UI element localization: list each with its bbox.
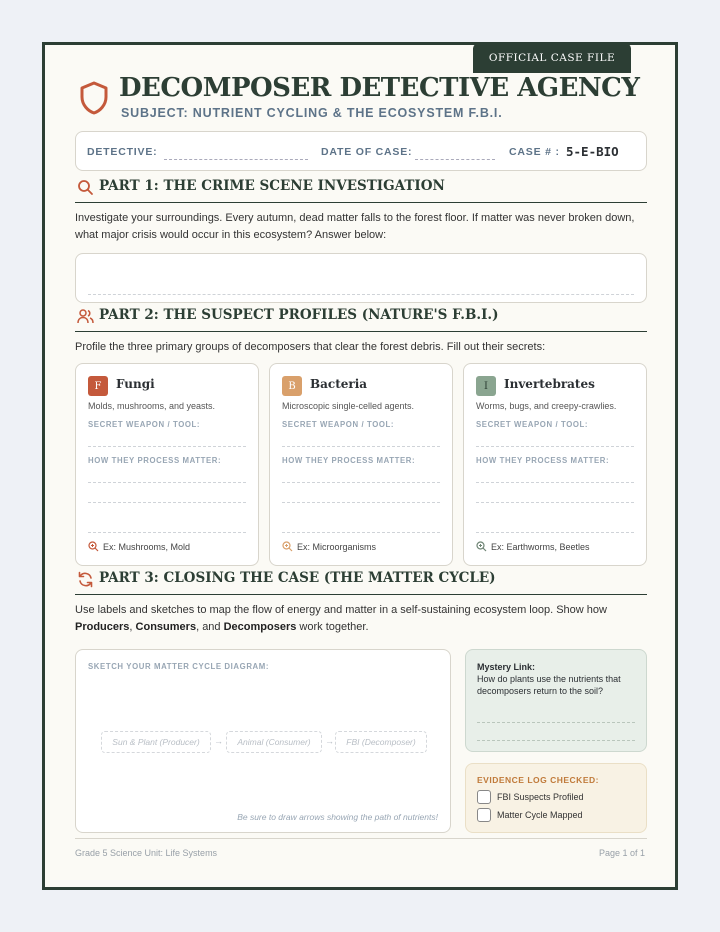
process-line[interactable] <box>476 482 634 483</box>
weapon-label: SECRET WEAPON / TOOL: <box>476 420 589 429</box>
keyword-producers: Producers <box>75 621 130 633</box>
process-label: HOW THEY PROCESS MATTER: <box>476 456 610 465</box>
weapon-label: SECRET WEAPON / TOOL: <box>282 420 395 429</box>
checkbox[interactable] <box>477 790 491 804</box>
evidence-item-label: FBI Suspects Profiled <box>497 792 584 802</box>
evidence-title: EVIDENCE LOG CHECKED: <box>477 775 599 785</box>
date-label: DATE OF CASE: <box>321 146 413 158</box>
zoom-in-icon <box>476 541 487 552</box>
process-line[interactable] <box>476 532 634 533</box>
process-line[interactable] <box>476 502 634 503</box>
part1-prompt: Investigate your surroundings. Every autumn, dead matter falls to the forest floor. If matter was never broken down, what major crisis would occur in this ecosystem? Answer below: <box>75 212 635 241</box>
suspect-example-text: Ex: Mushrooms, Mold <box>103 541 191 552</box>
zoom-in-icon <box>88 541 99 552</box>
users-icon <box>77 308 94 325</box>
suspect-example-text: Ex: Microorganisms <box>297 541 377 552</box>
node-producer: Sun & Plant (Producer) <box>101 731 211 753</box>
checkbox[interactable] <box>477 808 491 822</box>
page-subtitle: SUBJECT: NUTRIENT CYCLING & THE ECOSYSTEM F.B.I. <box>121 106 503 120</box>
detective-label: DETECTIVE: <box>87 146 158 158</box>
detective-field[interactable] <box>164 159 308 160</box>
process-line[interactable] <box>282 502 440 503</box>
mystery-question: How do plants use the nutrients that decomposers return to the soil? <box>477 674 621 696</box>
suspect-example <box>88 541 190 552</box>
weapon-line[interactable] <box>282 446 440 447</box>
suspect-badge: F <box>88 376 108 396</box>
shield-icon <box>79 81 109 115</box>
suspect-example <box>282 541 376 552</box>
suspect-desc: Microscopic single-celled agents. <box>282 401 415 411</box>
suspect-name: Invertebrates <box>504 377 595 391</box>
weapon-label: SECRET WEAPON / TOOL: <box>88 420 201 429</box>
arrow-icon: → <box>214 736 223 746</box>
suspect-card-invertebrates <box>463 363 647 566</box>
magnifier-icon <box>77 179 94 196</box>
keyword-consumers: Consumers <box>135 621 197 633</box>
evidence-log-box <box>465 763 647 833</box>
part3-prompt: Use labels and sketches to map the flow of energy and matter in a self-sustaining ecosystem loop. Show how Producers, Consumers, and Decomposers work together. <box>75 604 607 633</box>
process-line[interactable] <box>88 502 246 503</box>
part1-answer-box[interactable] <box>75 253 647 303</box>
part3-header <box>75 569 647 595</box>
mystery-title: Mystery Link: <box>477 662 536 672</box>
official-case-file-tab: OFFICIAL CASE FILE <box>473 43 631 73</box>
suspect-card-fungi <box>75 363 259 566</box>
process-label: HOW THEY PROCESS MATTER: <box>88 456 222 465</box>
evidence-item-label: Matter Cycle Mapped <box>497 810 583 820</box>
weapon-line[interactable] <box>88 446 246 447</box>
suspect-example <box>476 541 590 552</box>
suspect-badge: B <box>282 376 302 396</box>
footer-divider <box>75 838 647 839</box>
process-line[interactable] <box>88 482 246 483</box>
case-info-bar <box>75 131 647 171</box>
part2-prompt: Profile the three primary groups of decomposers that clear the forest debris. Fill out their secrets: <box>75 341 546 353</box>
process-line[interactable] <box>88 532 246 533</box>
sketch-area[interactable] <box>75 649 451 833</box>
mystery-answer-line[interactable] <box>477 740 635 741</box>
refresh-cycle-icon <box>77 571 94 588</box>
sketch-note: Be sure to draw arrows showing the path of nutrients! <box>237 812 438 822</box>
footer-left: Grade 5 Science Unit: Life Systems <box>75 848 218 858</box>
suspect-name: Fungi <box>116 377 155 391</box>
arrow-icon: → <box>325 736 334 746</box>
node-consumer: Animal (Consumer) <box>226 731 322 753</box>
page-title: DECOMPOSER DETECTIVE AGENCY <box>119 73 640 103</box>
process-line[interactable] <box>282 482 440 483</box>
suspect-desc: Worms, bugs, and creepy-crawlies. <box>476 401 617 411</box>
suspect-desc: Molds, mushrooms, and yeasts. <box>88 401 216 411</box>
suspect-name: Bacteria <box>310 377 368 391</box>
mystery-link-box <box>465 649 647 752</box>
footer-right: Page 1 of 1 <box>598 848 645 858</box>
suspect-example-text: Ex: Earthworms, Beetles <box>491 541 590 552</box>
evidence-item <box>477 808 583 822</box>
sketch-label: SKETCH YOUR MATTER CYCLE DIAGRAM: <box>88 662 270 671</box>
process-line[interactable] <box>282 532 440 533</box>
evidence-item <box>477 790 584 804</box>
suspect-card-bacteria <box>269 363 453 566</box>
part3-title: PART 3: CLOSING THE CASE (THE MATTER CYCLE) <box>99 570 496 586</box>
part2-title: PART 2: THE SUSPECT PROFILES (NATURE'S F.B.I.) <box>99 307 499 323</box>
part1-header <box>75 177 647 203</box>
case-number-label: CASE # : <box>509 146 560 158</box>
keyword-decomposers: Decomposers <box>223 621 297 633</box>
zoom-in-icon <box>282 541 293 552</box>
part1-title: PART 1: THE CRIME SCENE INVESTIGATION <box>99 178 445 194</box>
process-label: HOW THEY PROCESS MATTER: <box>282 456 416 465</box>
case-number-value: 5-E-BIO <box>566 144 619 159</box>
node-decomposer: FBI (Decomposer) <box>335 731 427 753</box>
suspect-badge: I <box>476 376 496 396</box>
case-file-sheet <box>42 42 678 890</box>
mystery-answer-line[interactable] <box>477 722 635 723</box>
weapon-line[interactable] <box>476 446 634 447</box>
part2-header <box>75 306 647 332</box>
date-field[interactable] <box>415 159 495 160</box>
